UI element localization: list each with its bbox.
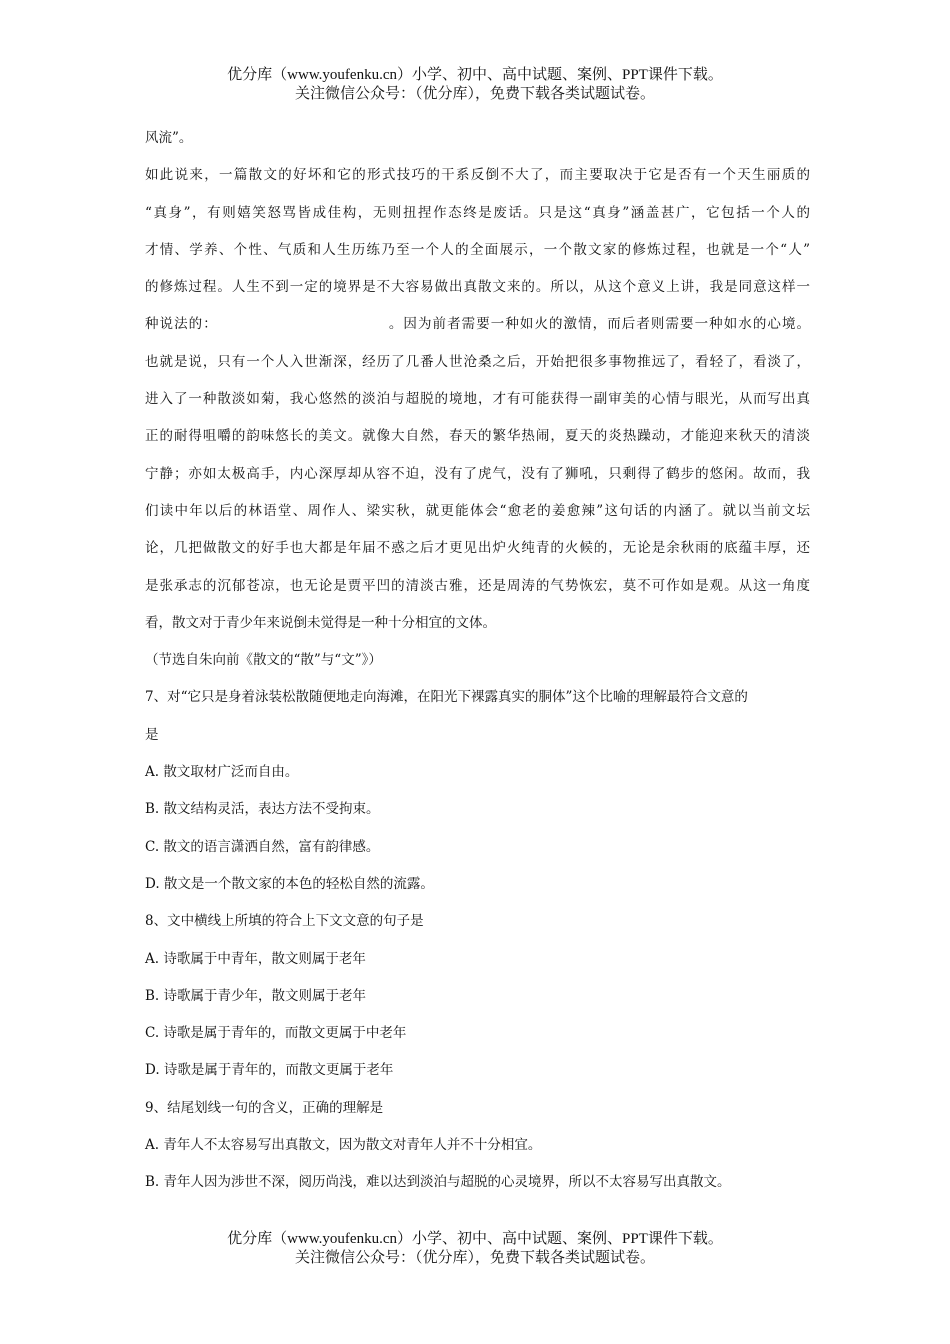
passage-line: 是张承志的沉郁苍凉，也无论是贾平凹的清淡古雅，还是周涛的气势恢宏，莫不可作如是观。从这一角度 — [145, 577, 810, 594]
passage-line: 的修炼过程。人生不到一定的境界是不大容易做出真散文来的。所以，从这个意义上讲，我是同意这样一 — [145, 279, 810, 296]
passage-line: 风流”。 — [145, 130, 193, 146]
passage-line: “真身”，有则嬉笑怒骂皆成佳构，无则扭捏作态终是废话。只是这“真身”涵盖甚广，它包括一个人的 — [145, 204, 810, 221]
option-c: C. 诗歌是属于青年的，而散文更属于中老年 — [145, 1025, 407, 1042]
passage-line: 如此说来，一篇散文的好坏和它的形式技巧的干系反倒不大了，而主要取决于它是否有一个天生丽质的 — [145, 167, 810, 184]
option-b: B. 青年人因为涉世不深，阅历尚浅，难以达到淡泊与超脱的心灵境界，所以不太容易写出真散文。 — [145, 1174, 731, 1191]
option-a: A. 散文取材广泛而自由。 — [145, 764, 299, 781]
passage-line: 进入了一种散淡如菊，我心悠然的淡泊与超脱的境地，才有可能获得一副审美的心情与眼光，从而写出真 — [145, 391, 810, 408]
passage-line-suffix: 。因为前者需要一种如火的激情，而后者则需要一种如水的心境。 — [387, 316, 811, 333]
footer-line-1: 优分库（www.youfenku.cn）小学、初中、高中试题、案例、PPT课件下载。 — [227, 1231, 723, 1247]
passage-line: 论，几把做散文的好手也大都是年届不惑之后才更见出炉火纯青的火候的，无论是余秋雨的底蕴丰厚，还 — [145, 540, 810, 557]
passage — [145, 120, 810, 679]
question-stem: 7、对“它只是身着泳装松散随便地走向海滩，在阳光下裸露真实的胴体”这个比喻的理解最符合文意的 — [145, 689, 748, 706]
passage-source: （节选自朱向前《散文的“散”与“文”》） — [145, 652, 382, 669]
question-9 — [145, 1090, 810, 1202]
option-a: A. 青年人不太容易写出真散文，因为散文对青年人并不十分相宜。 — [145, 1137, 542, 1154]
option-a: A. 诗歌属于中青年，散文则属于老年 — [145, 950, 366, 967]
option-c: C. 散文的语言潇洒自然，富有韵律感。 — [145, 838, 380, 855]
footer-line-2: 关注微信公众号：（优分库），免费下载各类试题试卷。 — [294, 1250, 655, 1266]
page-footer — [0, 1230, 950, 1268]
passage-line: 宁静；亦如太极高手，内心深厚却从容不迫，没有了虎气，没有了狮吼，只剩得了鹤步的悠闲。故而，我 — [145, 465, 810, 482]
page-header — [0, 66, 950, 104]
option-d: D. 散文是一个散文家的本色的轻松自然的流露。 — [145, 875, 434, 892]
question-8 — [145, 903, 810, 1089]
passage-line: 也就是说，只有一个人入世渐深，经历了几番人世沧桑之后，开始把很多事物推远了，看轻了，看淡了， — [145, 353, 810, 370]
question-stem: 8、文中横线上所填的符合上下文文意的句子是 — [145, 913, 424, 930]
option-d: D. 诗歌是属于青年的，而散文更属于老年 — [145, 1062, 394, 1079]
passage-line: 们读中年以后的林语堂、周作人、梁实秋，就更能体会“愈老的姜愈辣”这句话的内涵了。就以当前文坛 — [145, 502, 810, 519]
question-7 — [145, 679, 810, 903]
header-line-1: 优分库（www.youfenku.cn）小学、初中、高中试题、案例、PPT课件下载。 — [227, 67, 723, 83]
passage-line: 正的耐得咀嚼的韵味悠长的美文。就像大自然，春天的繁华热闹，夏天的炎热躁动，才能迎来秋天的清淡 — [145, 428, 810, 445]
question-stem: 9、结尾划线一句的含义，正确的理解是 — [145, 1099, 384, 1116]
option-b: B. 诗歌属于青少年，散文则属于老年 — [145, 987, 367, 1004]
passage-line: 才情、学养、个性、气质和人生历练乃至一个人的全面展示，一个散文家的修炼过程，也就是一个“人” — [145, 241, 810, 258]
document-body — [145, 120, 810, 1202]
question-stem-continued: 是 — [145, 726, 159, 743]
passage-line-with-blank — [145, 306, 810, 343]
passage-line-prefix: 种说法的： — [145, 316, 218, 333]
header-line-2: 关注微信公众号：（优分库），免费下载各类试题试卷。 — [294, 86, 655, 102]
option-b: B. 散文结构灵活，表达方法不受拘束。 — [145, 801, 380, 818]
passage-line: 看，散文对于青少年来说倒未觉得是一种十分相宜的文体。 — [145, 614, 496, 631]
